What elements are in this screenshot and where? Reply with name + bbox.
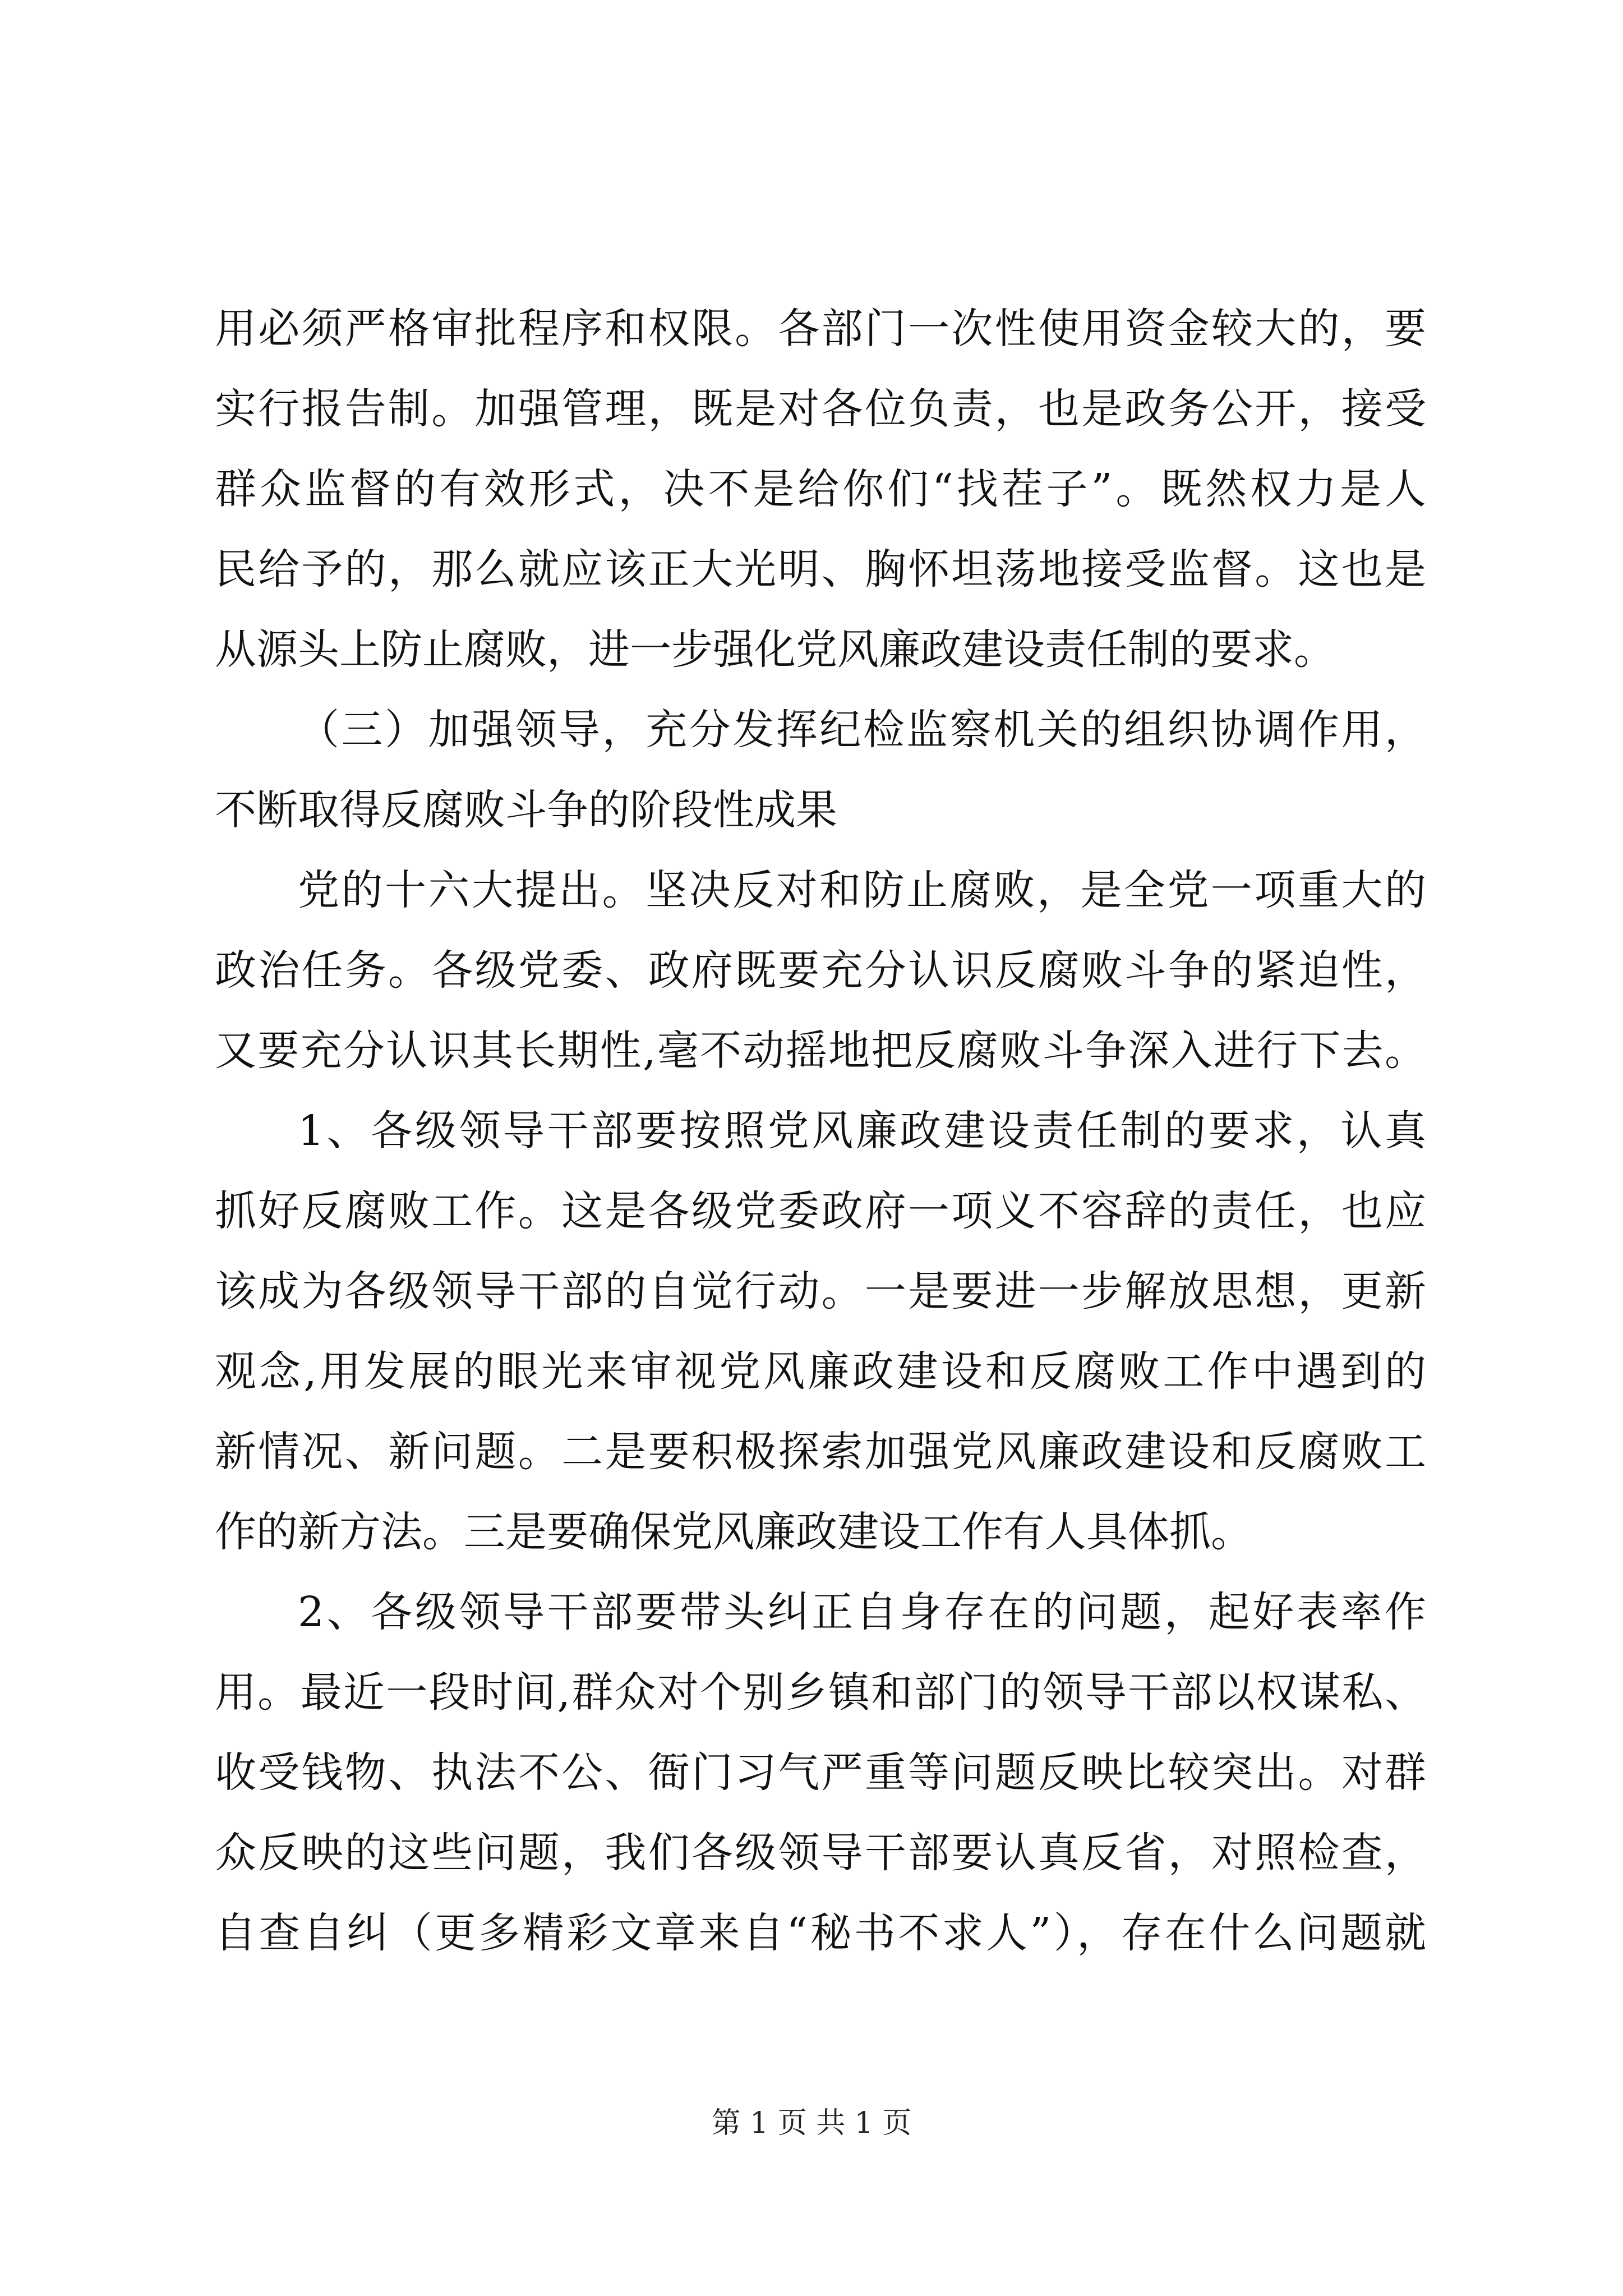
text-line: 从源头上防止腐败，进一步强化党风廉政建设责任制的要求。 bbox=[215, 625, 1335, 674]
page-footer: 第 1 页 共 1 页 bbox=[711, 2106, 912, 2140]
text-line: 众反映的这些问题，我们各级领导干部要认真反省，对照检查， bbox=[215, 1829, 1426, 1877]
text-line: 政治任务。各级党委、政府既要充分认识反腐败斗争的紧迫性， bbox=[215, 946, 1426, 995]
text-line: 群众监督的有效形式，决不是给你们“找茬子”。既然权力是人 bbox=[215, 465, 1426, 513]
text-line: 收受钱物、执法不公、衙门习气严重等问题反映比较突出。对群 bbox=[215, 1749, 1426, 1797]
text-line: 用必须严格审批程序和权限。各部门一次性使用资金较大的，要 bbox=[215, 305, 1426, 353]
text-line: 观念,用发展的眼光来审视党风廉政建设和反腐败工作中遇到的 bbox=[215, 1347, 1426, 1396]
text-line: （三）加强领导，充分发挥纪检监察机关的组织协调作用， bbox=[298, 706, 1426, 754]
text-line: 1、各级领导干部要按照党风廉政建设责任制的要求，认真 bbox=[298, 1107, 1426, 1155]
text-line: 不断取得反腐败斗争的阶段性成果 bbox=[215, 786, 837, 834]
document-body bbox=[215, 289, 1426, 1973]
text-line: 抓好反腐败工作。这是各级党委政府一项义不容辞的责任，也应 bbox=[215, 1187, 1426, 1235]
text-line: 用。最近一段时间,群众对个别乡镇和部门的领导干部以权谋私、 bbox=[215, 1668, 1426, 1717]
text-line: 民给予的，那么就应该正大光明、胸怀坦荡地接受监督。这也是 bbox=[215, 545, 1426, 593]
text-line: 又要充分认识其长期性,毫不动摇地把反腐败斗争深入进行下去。 bbox=[215, 1027, 1426, 1075]
text-line: 实行报告制。加强管理，既是对各位负责，也是政务公开，接受 bbox=[215, 385, 1426, 433]
text-line: 2、各级领导干部要带头纠正自身存在的问题，起好表率作 bbox=[298, 1588, 1426, 1636]
text-line: 党的十六大提出。坚决反对和防止腐败，是全党一项重大的 bbox=[298, 866, 1426, 914]
text-line: 作的新方法。三是要确保党风廉政建设工作有人具体抓。 bbox=[215, 1508, 1252, 1556]
text-line: 自查自纠（更多精彩文章来自“秘书不求人”），存在什么问题就 bbox=[215, 1909, 1426, 1957]
text-line: 新情况、新问题。二是要积极探索加强党风廉政建设和反腐败工 bbox=[215, 1428, 1426, 1476]
text-line: 该成为各级领导干部的自觉行动。一是要进一步解放思想，更新 bbox=[215, 1267, 1426, 1315]
